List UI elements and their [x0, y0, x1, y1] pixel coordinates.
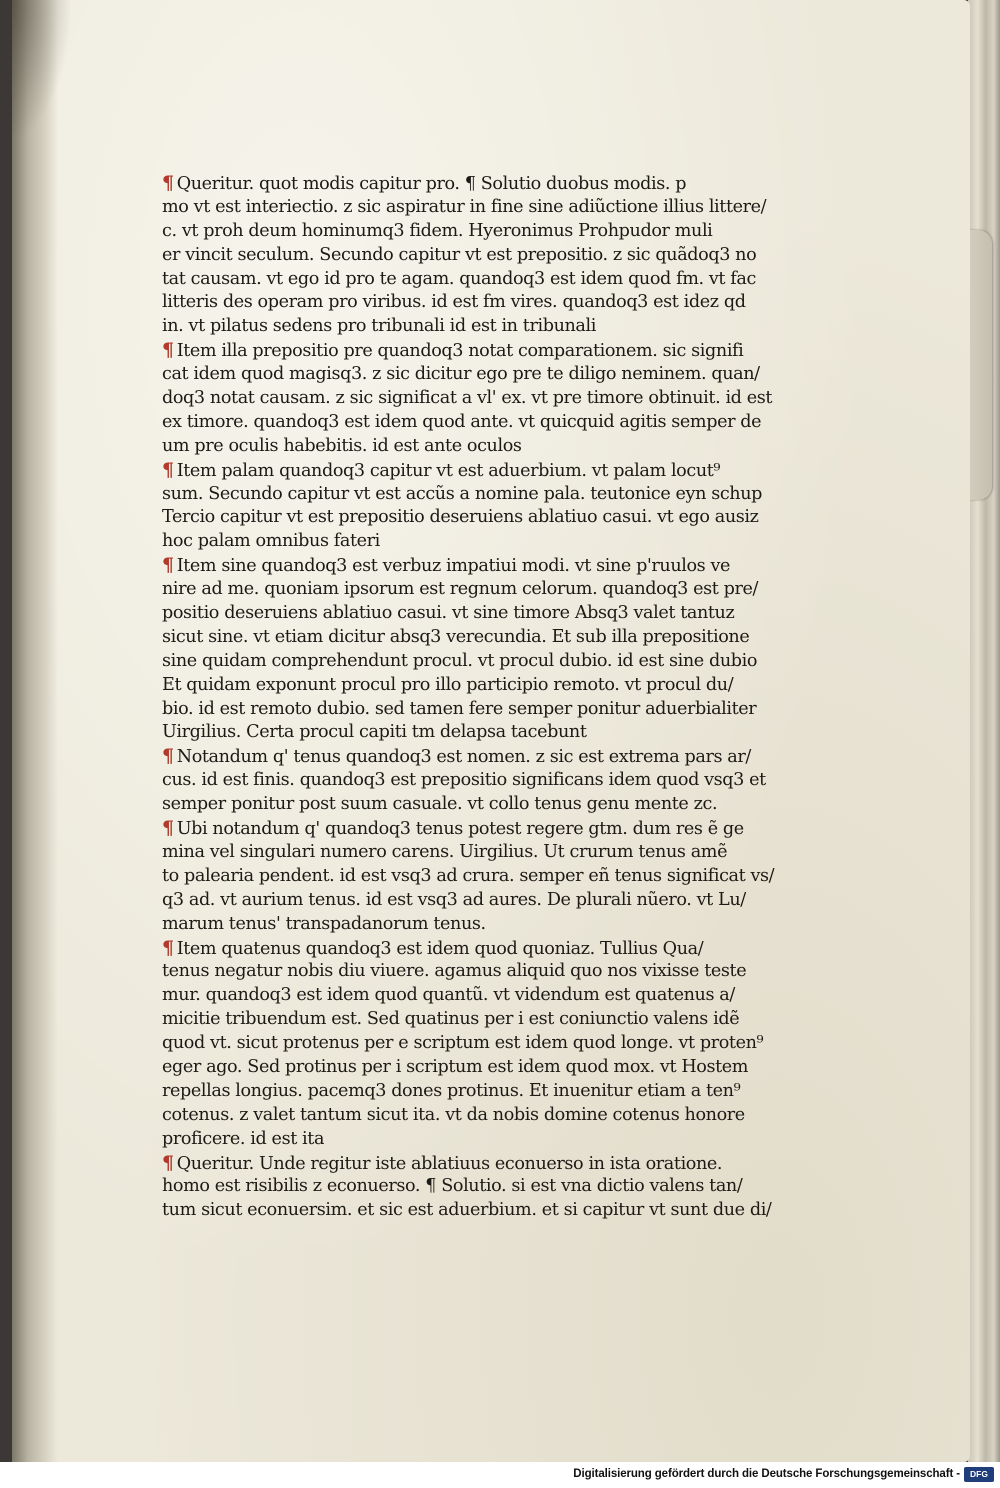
text-line — [162, 698, 782, 722]
text-line — [162, 1008, 782, 1032]
line-text: cus. id est finis. quandoq3 est prepositio significans idem quod vsq3 et — [162, 770, 766, 791]
line-text: tenus negatur nobis diu viuere. agamus aliquid quo nos vixisse teste — [162, 961, 747, 982]
corner-wear — [12, 0, 72, 140]
line-text: Notandum q' tenus quandoq3 est nomen. z sic est extrema pars ar/ — [176, 747, 751, 768]
text-line — [162, 220, 782, 244]
text-line — [162, 244, 782, 268]
paragraph-mark-icon: ¶ — [162, 745, 174, 768]
text-line — [162, 721, 782, 745]
line-text: hoc palam omnibus fateri — [162, 531, 380, 552]
text-line — [162, 984, 782, 1008]
text-line — [162, 172, 782, 196]
line-text: Item quatenus quandoq3 est idem quod quoniaz. Tullius Qua/ — [176, 938, 704, 959]
text-line — [162, 554, 782, 578]
text-line — [162, 1080, 782, 1104]
paragraph-mark-icon: ¶ — [162, 1151, 174, 1174]
paragraph-mark-icon: ¶ — [162, 339, 174, 362]
text-block — [162, 172, 782, 1223]
text-line — [162, 196, 782, 220]
line-text: proficere. id est ita — [162, 1128, 325, 1149]
line-text: ex timore. quandoq3 est idem quod ante. vt quicquid agitis semper de — [162, 411, 762, 432]
line-text: Et quidam exponunt procul pro illo participio remoto. vt procul du/ — [162, 674, 734, 695]
line-text: in. vt pilatus sedens pro tribunali id est in tribunali — [162, 316, 596, 337]
line-text: tum sicut econuersim. et sic est aduerbium. et si capitur vt sunt due di/ — [162, 1200, 772, 1221]
footer-credit: Digitalisierung gefördert durch die Deutsche Forschungsgemeinschaft - — [573, 1468, 960, 1480]
line-text: mur. quandoq3 est idem quod quantũ. vt videndum est quatenus a/ — [162, 985, 735, 1006]
line-text: mo vt est interiectio. z sic aspiratur in fine sine adiũctione illius littere/ — [162, 196, 767, 217]
text-line — [162, 459, 782, 483]
text-line — [162, 1104, 782, 1128]
line-text: sine quidam comprehendunt procul. vt procul dubio. id est sine dubio — [162, 650, 758, 671]
text-line — [162, 1152, 782, 1176]
text-line — [162, 602, 782, 626]
line-text: cotenus. z valet tantum sicut ita. vt da nobis domine cotenus honore — [162, 1104, 745, 1125]
text-line — [162, 793, 782, 817]
text-line — [162, 960, 782, 984]
binding-gutter — [12, 0, 58, 1462]
paragraph-mark-icon: ¶ — [162, 936, 174, 959]
line-text: micitie tribuendum est. Sed quatinus per i est coniunctio valens idẽ — [162, 1009, 740, 1030]
text-line — [162, 817, 782, 841]
text-line — [162, 841, 782, 865]
line-text: tat causam. vt ego id pro te agam. quandoq3 est idem quod fm. vt fac — [162, 268, 756, 289]
line-text: mina vel singulari numero carens. Uirgilius. Ut crurum tenus amẽ — [162, 841, 728, 862]
line-text: eger ago. Sed protinus per i scriptum est idem quod mox. vt Hostem — [162, 1056, 749, 1077]
line-text: Item sine quandoq3 est verbuz impatiui modi. vt sine p'ruulos ve — [176, 556, 731, 577]
text-line — [162, 937, 782, 961]
line-text: Ubi notandum q' quandoq3 tenus potest regere gtm. dum res ẽ ge — [176, 819, 744, 840]
text-line — [162, 1032, 782, 1056]
text-line — [162, 506, 782, 530]
line-text: Queritur. Unde regitur iste ablatiuus econuerso in ista oratione. — [176, 1153, 723, 1174]
line-text: nire ad me. quoniam ipsorum est regnum celorum. quandoq3 est pre/ — [162, 579, 759, 600]
text-line — [162, 913, 782, 937]
line-text: to palearia pendent. id est vsq3 ad crura. semper eñ tenus significat vs/ — [162, 865, 775, 886]
text-line — [162, 1128, 782, 1152]
paragraph-mark-icon: ¶ — [162, 172, 174, 194]
line-text: positio deseruiens ablatiuo casui. vt sine timore Absq3 valet tantuz — [162, 603, 735, 624]
text-line — [162, 268, 782, 292]
text-line — [162, 769, 782, 793]
line-text: cat idem quod magisq3. z sic dicitur ego pre te diligo neminem. quan/ — [162, 364, 760, 385]
dfg-logo: DFG — [964, 1467, 994, 1482]
text-line — [162, 650, 782, 674]
text-line — [162, 674, 782, 698]
text-line — [162, 435, 782, 459]
text-line — [162, 411, 782, 435]
line-text: Tercio capitur vt est prepositio deseruiens ablatiuo casui. vt ego ausiz — [162, 507, 759, 528]
line-text: quod vt. sicut protenus per e scriptum est idem quod longe. vt proten⁹ — [162, 1033, 764, 1054]
line-text: c. vt proh deum hominumq3 fidem. Hyeronimus Prohpudor muli — [162, 220, 713, 241]
text-line — [162, 291, 782, 315]
line-text: doq3 notat causam. z sic significat a vl' ex. vt pre timore obtinuit. id est — [162, 388, 773, 409]
line-text: q3 ad. vt aurium tenus. id est vsq3 ad aures. De plurali nũero. vt Lu/ — [162, 889, 746, 910]
line-text: sicut sine. vt etiam dicitur absq3 verecundia. Et sub illa prepositione — [162, 626, 750, 647]
line-text: Queritur. quot modis capitur pro. ¶ Solutio duobus modis. p — [176, 174, 687, 194]
line-text: bio. id est remoto dubio. sed tamen fere semper ponitur aduerbialiter — [162, 698, 757, 719]
text-line — [162, 339, 782, 363]
line-text: er vincit seculum. Secundo capitur vt est prepositio. z sic quãdoq3 no — [162, 244, 757, 265]
line-text: litteris des operam pro viribus. id est fm vires. quandoq3 est idez qd — [162, 292, 746, 313]
line-text: um pre oculis habebitis. id est ante oculos — [162, 435, 522, 456]
text-line — [162, 1199, 782, 1223]
text-line — [162, 315, 782, 339]
text-line — [162, 483, 782, 507]
line-text: repellas longius. pacemq3 dones protinus. Et inuenitur etiam a ten⁹ — [162, 1080, 741, 1101]
text-line — [162, 626, 782, 650]
line-text: homo est risibilis z econuerso. ¶ Solutio. si est vna dictio valens tan/ — [162, 1176, 743, 1197]
text-line — [162, 387, 782, 411]
paragraph-mark-icon: ¶ — [162, 817, 174, 840]
text-line — [162, 889, 782, 913]
text-line — [162, 1175, 782, 1199]
line-text: sum. Secundo capitur vt est accũs a nomine pala. teutonice eyn schup — [162, 483, 763, 504]
line-text: Uirgilius. Certa procul capiti tm delapsa tacebunt — [162, 722, 587, 743]
line-text: semper ponitur post suum casuale. vt collo tenus genu mente zc. — [162, 794, 718, 815]
text-line — [162, 1056, 782, 1080]
line-text: marum tenus' transpadanorum tenus. — [162, 913, 486, 934]
text-line — [162, 865, 782, 889]
paragraph-mark-icon: ¶ — [162, 458, 174, 481]
footer-bar — [0, 1462, 1000, 1488]
page-stack-edge — [968, 0, 1000, 1462]
line-text: Item palam quandoq3 capitur vt est aduerbium. vt palam locut⁹ — [176, 460, 721, 481]
line-text: Item illa prepositio pre quandoq3 notat comparationem. sic signifi — [176, 341, 744, 362]
text-line — [162, 530, 782, 554]
text-line — [162, 578, 782, 602]
text-line — [162, 363, 782, 387]
paragraph-mark-icon: ¶ — [162, 554, 174, 577]
text-line — [162, 745, 782, 769]
